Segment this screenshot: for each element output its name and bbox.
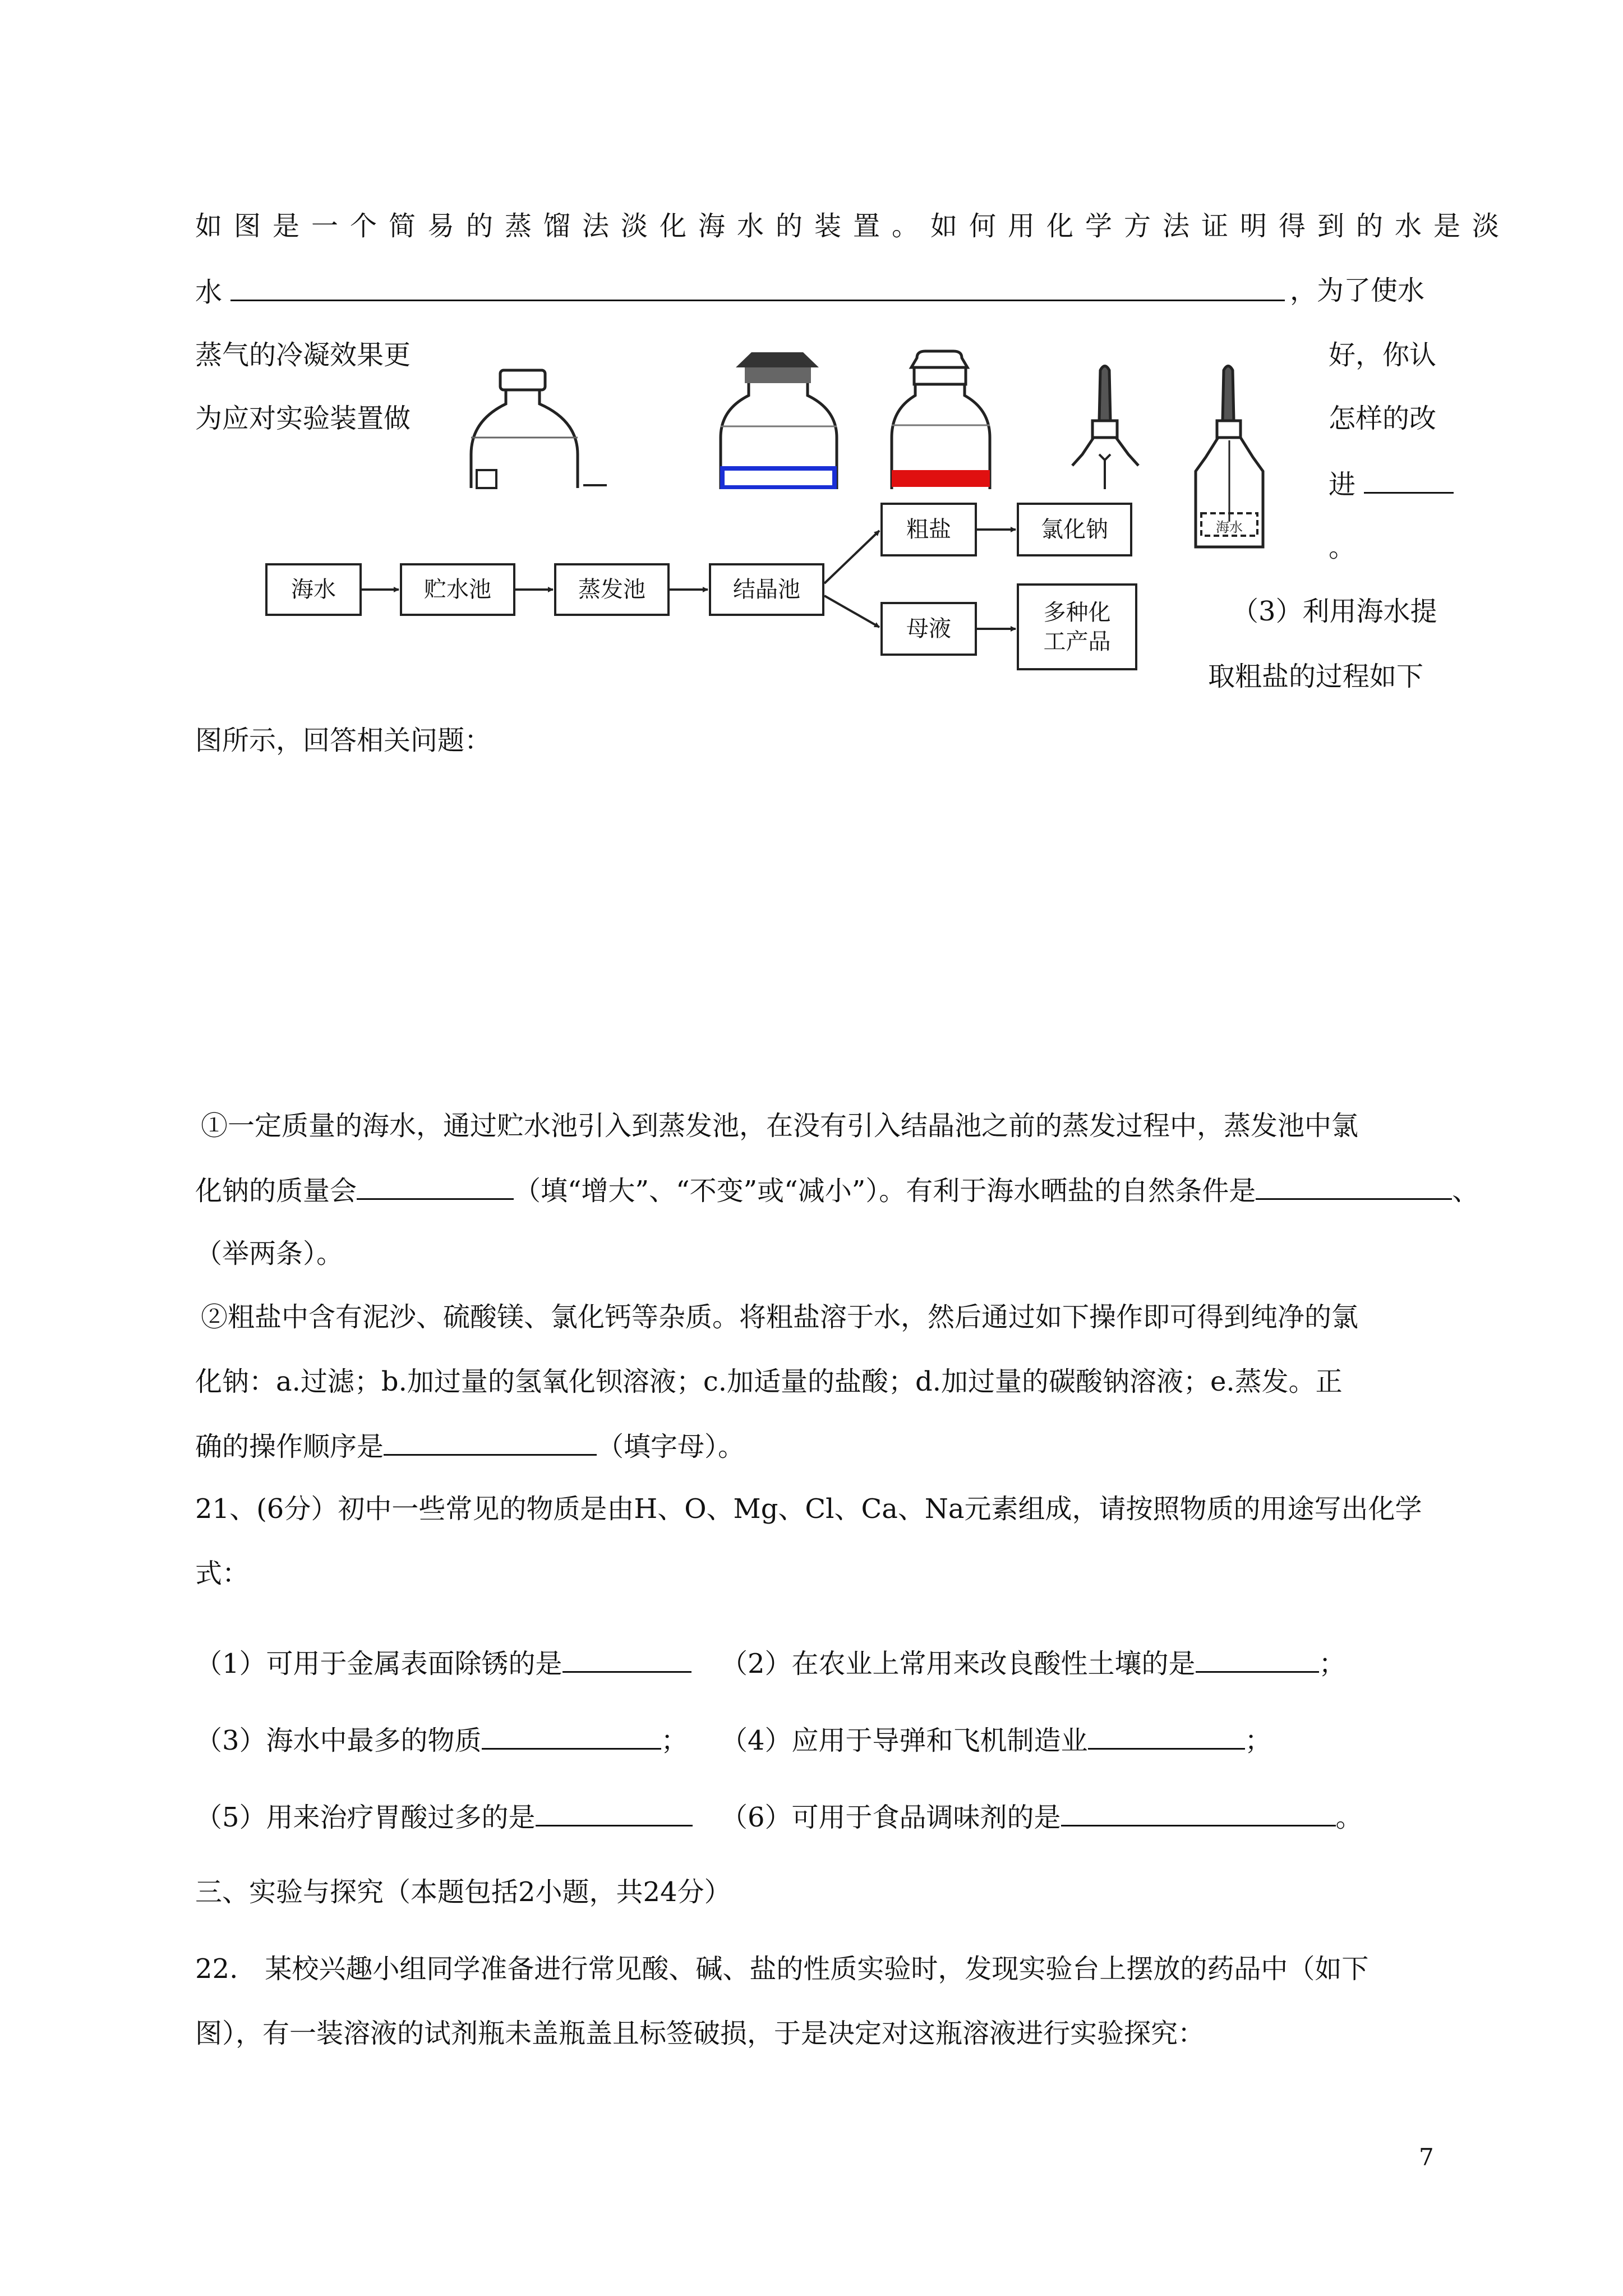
section-3-heading: 三、实验与探究（本题包括2小题，共24分） xyxy=(195,1876,731,1908)
arrow-crystallization-to-crude-salt xyxy=(824,531,879,583)
q20-side-right-2: 怎样的改 xyxy=(1329,403,1437,434)
answer-blank-q21-5[interactable] xyxy=(536,1799,693,1826)
arrow-crystallization-to-mother-liquor xyxy=(824,596,879,627)
dropper-bottle-label: 海水 xyxy=(1216,519,1243,535)
answer-blank-operation-order[interactable] xyxy=(384,1428,597,1456)
q21-item4-end: ； xyxy=(1244,1725,1272,1756)
answer-blank-q21-3[interactable] xyxy=(482,1722,661,1750)
sub2-line1: ②粗盐中含有泥沙、硫酸镁、氯化钙等杂质。将粗盐溶于水，然后通过如下操作即可得到纯净的氯 xyxy=(201,1301,1359,1333)
q20-side-right-3-text: 进 xyxy=(1329,469,1356,500)
answer-blank-q21-4[interactable] xyxy=(1088,1722,1245,1750)
flow-node-reservoir: 贮水池 xyxy=(400,563,515,616)
q20-line2-start: 水 xyxy=(195,277,223,308)
sub2-line3-end: （填字母）。 xyxy=(597,1431,745,1462)
q21-item3-label: （3）海水中最多的物质 xyxy=(195,1725,482,1756)
sub1-line3: （举两条）。 xyxy=(195,1238,344,1269)
answer-blank-q21-2[interactable] xyxy=(1196,1645,1319,1673)
q22-line2: 图），有一装溶液的试剂瓶未盖瓶盖且标签破损，于是决定对这瓶溶液进行实验探究： xyxy=(195,2018,1205,2049)
q21-item4-label: （4）应用于导弹和飞机制造业 xyxy=(721,1725,1088,1756)
sub2-line2: 化钠：a.过滤；b.加过量的氢氧化钡溶液；c.加适量的盐酸；d.加过量的碳酸钠溶液；e.蒸发。正 xyxy=(195,1366,1343,1397)
q20-side-right-1: 好，你认 xyxy=(1329,339,1437,371)
q20-line1: 如图是一个简易的蒸馏法淡化海水的装置。如何用化学方法证明得到的水是淡 xyxy=(195,210,1511,242)
flow-node-sodium-chloride: 氯化钠 xyxy=(1017,503,1132,556)
q21-row2b xyxy=(721,1722,1272,1757)
q21-item6-label: （6）可用于食品调味剂的是 xyxy=(721,1802,1061,1833)
q20-side-left-2: 为应对实验装置做 xyxy=(195,403,411,434)
q21-line1: 21、(6分）初中一些常见的物质是由H、O、Mg、Cl、Ca、Na元素组成，请按照物质的用途写出化学 xyxy=(195,1493,1422,1525)
q21-item3-end: ； xyxy=(661,1725,688,1756)
q21-line2: 式： xyxy=(195,1558,250,1589)
sub2-line3 xyxy=(195,1428,745,1464)
sub1-line2-end: 、 xyxy=(1452,1175,1479,1207)
flow-node-products-line2: 工产品 xyxy=(1043,628,1111,655)
sub1-line2-start: 化钠的质量会 xyxy=(195,1175,357,1207)
flow-node-products-line1: 多种化 xyxy=(1043,599,1111,625)
q20-line2-end: ，为了使水 xyxy=(1290,275,1425,306)
q20-part3-b: 取粗盐的过程如下 xyxy=(1208,661,1424,692)
q21-item5-label: （5）用来治疗胃酸过多的是 xyxy=(195,1802,536,1833)
sub2-line3-start: 确的操作顺序是 xyxy=(195,1431,384,1462)
q21-row1b xyxy=(721,1645,1346,1681)
page-number: 7 xyxy=(1419,2143,1434,2171)
q21-row3b xyxy=(721,1799,1363,1834)
answer-blank-nacl-mass[interactable] xyxy=(357,1172,514,1200)
sub1-line2-middle: （填“增大”、“不变”或“减小”）。有利于海水晒盐的自然条件是 xyxy=(514,1175,1256,1207)
q21-row2 xyxy=(195,1722,688,1757)
flowchart-arrows xyxy=(0,0,1623,729)
flow-node-crude-salt: 粗盐 xyxy=(880,503,977,556)
sub1-line1: ①一定质量的海水，通过贮水池引入到蒸发池，在没有引入结晶池之前的蒸发过程中，蒸发池中氯 xyxy=(201,1110,1359,1142)
q20-side-left-1: 蒸气的冷凝效果更 xyxy=(195,339,411,371)
q21-row3 xyxy=(195,1799,693,1834)
q20-part3-c: 图所示，回答相关问题： xyxy=(195,725,492,756)
q21-item2-label: （2）在农业上常用来改良酸性土壤的是 xyxy=(721,1648,1196,1680)
answer-blank-q21-1[interactable] xyxy=(562,1645,691,1673)
flow-node-mother-liquor: 母液 xyxy=(880,602,977,656)
answer-blank-natural-conditions[interactable] xyxy=(1256,1172,1452,1200)
q21-item2-end: ； xyxy=(1318,1648,1346,1680)
flow-node-evaporation-pond: 蒸发池 xyxy=(554,563,670,616)
q22-line1: 22. 某校兴趣小组同学准备进行常见酸、碱、盐的性质实验时，发现实验台上摆放的药品中（如下 xyxy=(195,1953,1369,1985)
q21-item1-label: （1）可用于金属表面除锈的是 xyxy=(195,1648,562,1680)
q20-side-right-4: 。 xyxy=(1329,532,1356,563)
q20-part3-a: （3）利用海水提 xyxy=(1232,596,1437,627)
flow-node-crystallization-pond: 结晶池 xyxy=(709,563,824,616)
sub1-line2 xyxy=(195,1172,1479,1208)
q21-item6-end: 。 xyxy=(1335,1802,1363,1833)
answer-blank-q21-6[interactable] xyxy=(1061,1799,1336,1826)
q21-row1 xyxy=(195,1645,691,1681)
flow-node-seawater: 海水 xyxy=(265,563,362,616)
